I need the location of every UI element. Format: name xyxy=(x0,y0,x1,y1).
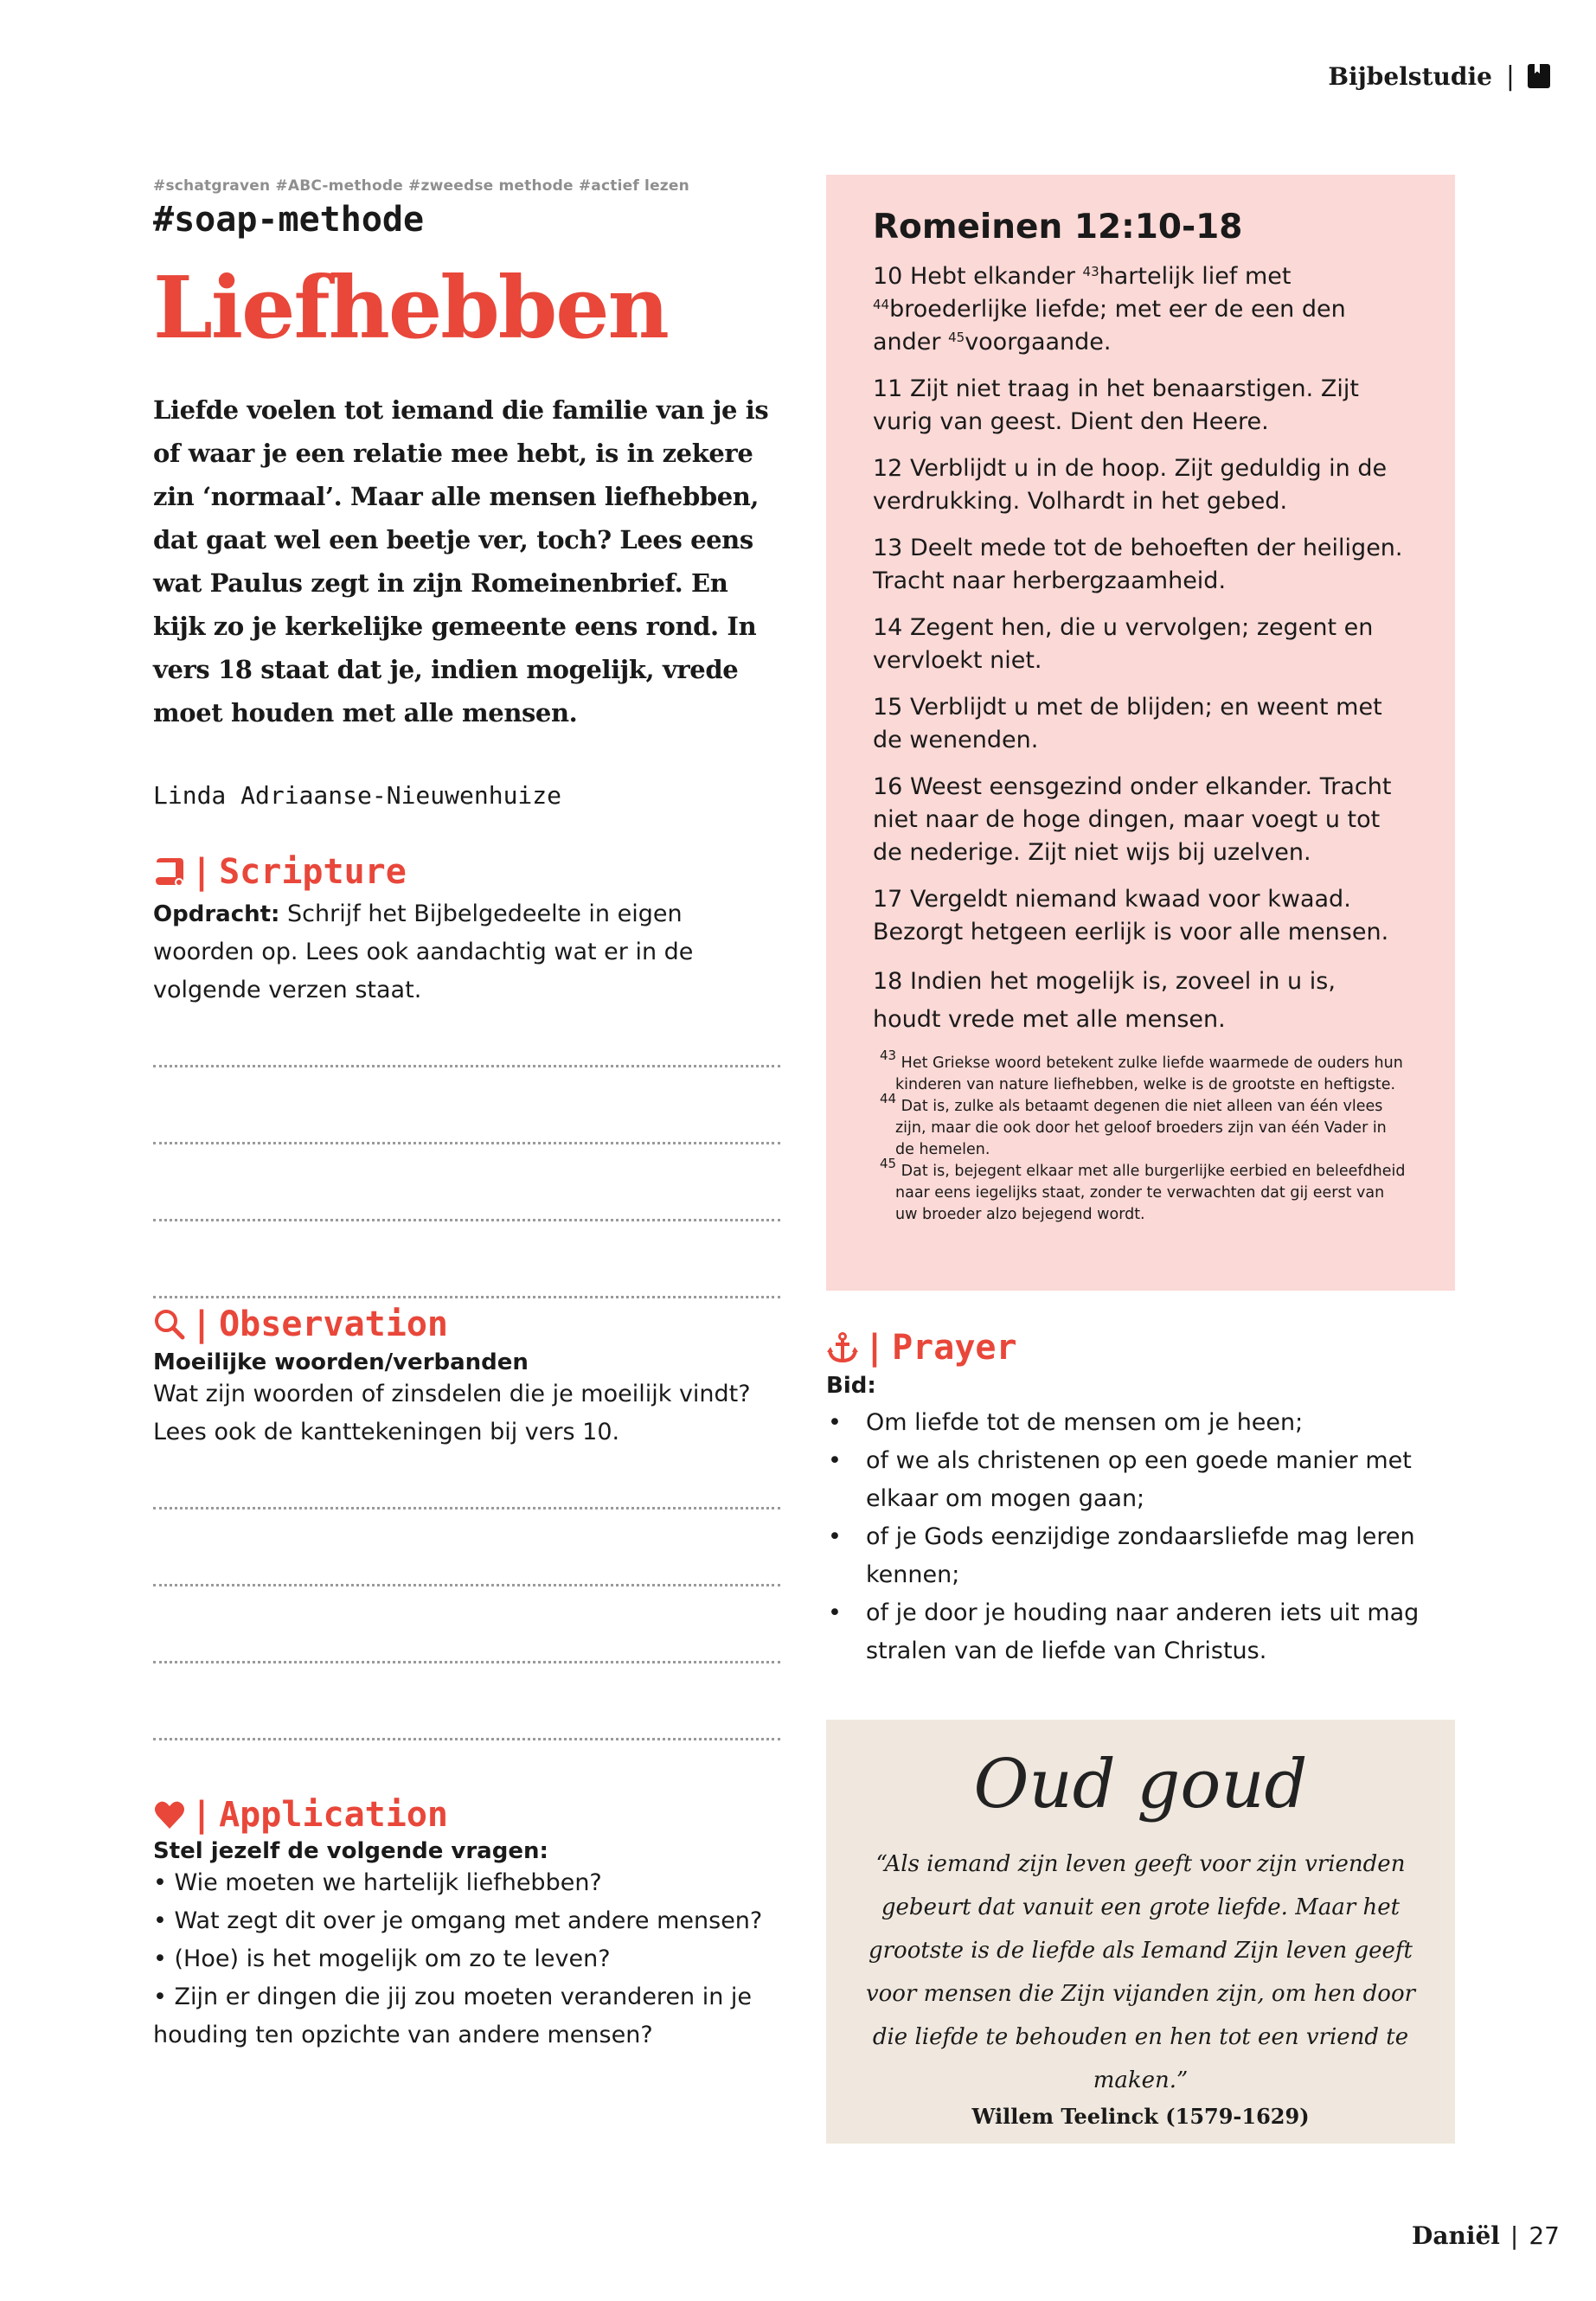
verse: 17 Vergeldt niemand kwaad voor kwaad. Bezorgt hetgeen eerlijk is voor alle mensen. xyxy=(873,886,1389,945)
heading-separator: | xyxy=(191,1795,213,1835)
answer-line[interactable] xyxy=(153,1296,780,1298)
intro-section xyxy=(153,177,780,810)
footnote: $^{45}$ Dat is, bejegent elkaar met alle burgerlijke eerbied en beleefdheid naar eens iegelijks staat, zonder te verwachten dat gij eerst van uw broeder alzo bejegend wordt. xyxy=(880,1156,1406,1223)
answer-line[interactable] xyxy=(153,1584,780,1586)
verse: 18 Indien het mogelijk is, zoveel in u is, houdt vrede met alle mensen. xyxy=(873,968,1336,1033)
verse: 11 Zijt niet traag in het benaarstigen. Zijt vurig van geest. Dient den Heere. xyxy=(873,375,1359,435)
prayer-heading xyxy=(826,1328,1455,1368)
verse: 12 Verblijdt u in de hoop. Zijt geduldig in de verdrukking. Volhardt in het gebed. xyxy=(873,455,1388,515)
scripture-instruction xyxy=(153,895,780,1009)
footnotes xyxy=(873,1048,1410,1226)
application-label: Stel jezelf de volgende vragen: xyxy=(153,1838,548,1864)
heart-icon xyxy=(153,1798,186,1831)
bible-passage-box xyxy=(826,175,1455,1291)
assignment-text: Schrijf het Bijbelgedeelte in eigen woorden op. Lees ook aandachtig wat er in de volgende verzen staat. xyxy=(153,901,694,1003)
oud-goud-title: Oud goud xyxy=(973,1746,1308,1823)
application-section xyxy=(153,1795,780,2054)
tag-line: #schatgraven #ABC-methode #zweedse methode #actief lezen xyxy=(153,177,689,195)
page-header xyxy=(1328,57,1551,95)
scripture-title: Scripture xyxy=(219,852,407,892)
answer-line[interactable] xyxy=(153,1219,780,1221)
prayer-label: Bid: xyxy=(826,1373,876,1399)
verse: 16 Weest eensgezind onder elkander. Tracht niet naar de hoge dingen, maar voegt u tot de nederige. Zijt niet wijs bij uzelven. xyxy=(873,773,1392,866)
page-footer xyxy=(1412,2221,1560,2250)
footnote-ref: 44 xyxy=(873,297,890,312)
application-item: • Wat zegt dit over je omgang met andere mensen? xyxy=(153,1907,763,1934)
prayer-title: Prayer xyxy=(892,1328,1017,1368)
answer-line[interactable] xyxy=(153,1065,780,1067)
observation-text: Wat zijn woorden of zinsdelen die je moeilijk vindt? Lees ook de kanttekeningen bij vers 10. xyxy=(153,1381,751,1445)
scroll-icon xyxy=(153,856,186,888)
application-item: • Zijn er dingen die jij zou moeten veranderen in je houding ten opzichte van andere mensen? xyxy=(153,1984,753,2048)
application-title: Application xyxy=(219,1795,448,1835)
bible-reference: Romeinen 12:10-18 xyxy=(873,208,1243,247)
answer-line[interactable] xyxy=(153,1507,780,1509)
answer-line[interactable] xyxy=(153,1142,780,1144)
application-item: • (Hoe) is het mogelijk om zo te leven? xyxy=(153,1945,611,1972)
section-label: Bijbelstudie xyxy=(1328,61,1492,91)
prayer-section xyxy=(826,1328,1455,1670)
observation-label: Moeilijke woorden/verbanden xyxy=(153,1349,529,1375)
verse: 13 Deelt mede tot de behoeften der heiligen. Tracht naar herbergzaamheid. xyxy=(873,535,1403,594)
footer-separator: | xyxy=(1509,2221,1519,2250)
answer-line[interactable] xyxy=(153,1738,780,1740)
observation-heading xyxy=(153,1304,780,1344)
anchor-icon xyxy=(826,1331,859,1364)
quote-text: “Als iemand zijn leven geeft voor zijn vrienden gebeurt dat vanuit een grote liefde. Maar het grootste is de liefde als Iemand Zijn leven geeft voor mensen die Zijn vijanden zijn, om hen door die liefde te behouden en hen tot een vriend te maken.” xyxy=(865,1851,1416,2093)
list-item: • of je Gods eenzijdige zondaarsliefde mag leren kennen; xyxy=(826,1518,1455,1594)
heading-separator: | xyxy=(864,1328,886,1368)
application-item: • Wie moeten we hartelijk liefhebben? xyxy=(153,1869,602,1896)
intro-lead: Liefde voelen tot iemand die familie van je is of waar je een relatie mee hebt, is in zekere zin ‘normaal’. Maar alle mensen liefhebben, dat gaat wel een beetje ver, toch? Lees eens wat Paulus zegt in zijn Romeinenbrief. En kijk zo je kerkelijke gemeente eens rond. In vers 18 staat dat je, indien mogelijk, vrede moet houden met alle mensen. xyxy=(153,394,769,727)
verse: 14 Zegent hen, die u vervolgen; zegent en vervloekt niet. xyxy=(873,614,1374,674)
scripture-section xyxy=(153,852,780,1298)
quote-author: Willem Teelinck (1579-1629) xyxy=(971,2104,1310,2129)
page-number: 27 xyxy=(1529,2221,1560,2250)
answer-line[interactable] xyxy=(153,1661,780,1663)
verse-10: 10 Hebt elkander $^{43}$hartelijk lief met $^{44}$broederlijke liefde; met eer de een den ander $^{45}$voorgaande. xyxy=(873,263,1346,356)
assignment-label: Opdracht: xyxy=(153,901,280,927)
search-icon xyxy=(153,1308,186,1341)
page-title: Liefhebben xyxy=(153,259,668,358)
header-separator: | xyxy=(1505,61,1515,92)
scripture-heading xyxy=(153,852,780,892)
footnote: $^{43}$ Het Griekse woord betekent zulke liefde waarmede de ouders hun kinderen van nature liefhebben, welke is de grootste en heftigste. xyxy=(880,1048,1403,1093)
footnote-ref: 43 xyxy=(1082,264,1099,279)
heading-separator: | xyxy=(191,1304,213,1344)
list-item: • of we als christenen op een goede manier met elkaar om mogen gaan; xyxy=(826,1442,1455,1518)
footnote: $^{44}$ Dat is, zulke als betaamt degenen die niet alleen van één vlees zijn, maar die ook door het geloof broeders zijn van één Vader in de hemelen. xyxy=(880,1091,1387,1158)
author: Linda Adriaanse-Nieuwenhuize xyxy=(153,780,562,810)
observation-section xyxy=(153,1304,780,1740)
verse: 15 Verblijdt u met de blijden; en weent met de wenenden. xyxy=(873,694,1382,753)
footnote-ref: 45 xyxy=(948,330,965,345)
prayer-list xyxy=(826,1404,1455,1670)
book-icon xyxy=(1527,63,1551,89)
application-heading xyxy=(153,1795,780,1835)
magazine-name: Daniël xyxy=(1412,2221,1500,2250)
observation-title: Observation xyxy=(219,1304,448,1344)
oud-goud-box xyxy=(826,1720,1455,2144)
heading-separator: | xyxy=(191,852,213,892)
list-item: • Om liefde tot de mensen om je heen; xyxy=(826,1404,1455,1442)
list-item: • of je door je houding naar anderen iets uit mag stralen van de liefde van Christus. xyxy=(826,1594,1455,1670)
method-label: #soap-methode xyxy=(153,200,425,240)
